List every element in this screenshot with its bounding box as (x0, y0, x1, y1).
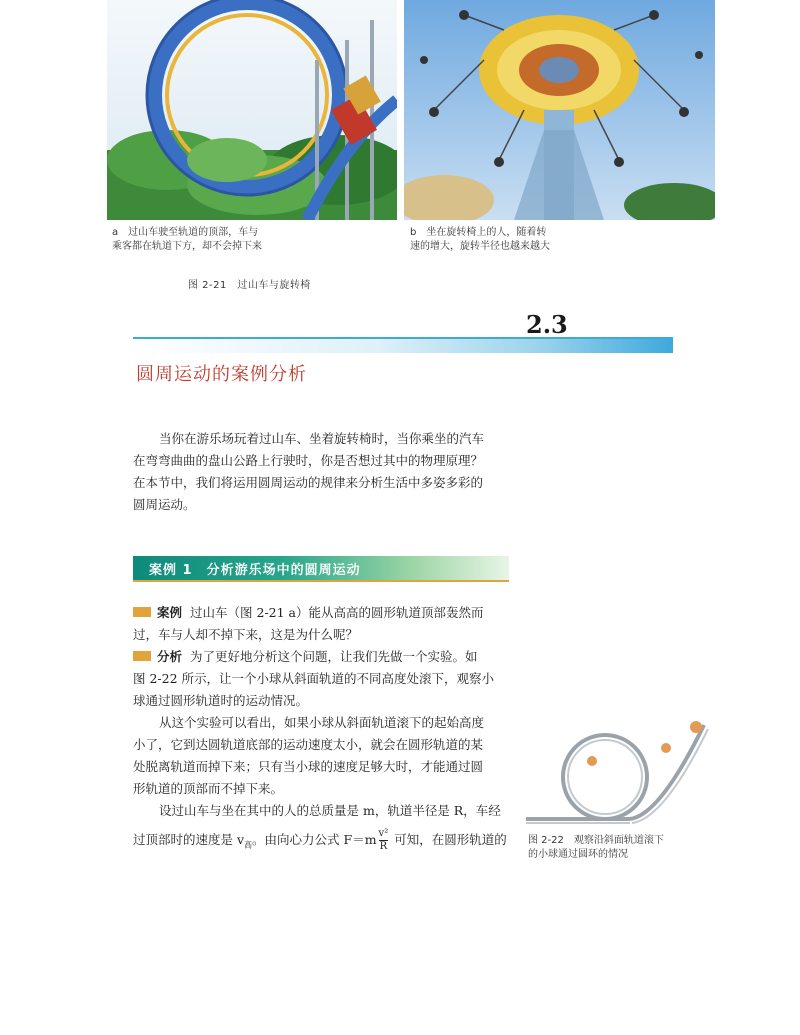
fraction-denominator: R (379, 841, 388, 852)
p3-line3: 处脱离轨道而掉下来；只有当小球的速度足够大时，才能通过圆 (133, 759, 484, 774)
caption-b-line1: b 坐在旋转椅上的人，随着转 (410, 227, 547, 238)
p4-line2a: 过顶部时的速度是 v (133, 832, 245, 847)
case-label: 案例 (157, 605, 183, 620)
analysis-line1: 为了更好地分析这个问题，让我们先做一个实验。如 (190, 649, 478, 664)
loop-track-figure (520, 715, 710, 830)
section-header-rule (133, 337, 673, 339)
section-number: 2.3 (526, 310, 568, 339)
fig222-caption-line1: 图 2-22 观察沿斜面轨道滚下 (528, 835, 664, 846)
figure-caption-a (112, 226, 262, 254)
figure-title: 图 2-21 过山车与旋转椅 (188, 280, 311, 291)
section-header-bar (133, 337, 673, 353)
swing-ride-photo (404, 0, 715, 220)
velocity-subscript: 高 (244, 840, 253, 850)
intro-line4: 圆周运动。 (133, 497, 196, 512)
analysis-line2: 图 2-22 所示，让一个小球从斜面轨道的不同高度处滚下，观察小 (133, 671, 495, 686)
figure-2-22-caption (528, 834, 688, 862)
p3-line2: 小了，它到达圆轨道底部的运动速度太小，就会在圆形轨道的某 (133, 737, 484, 752)
intro-line3: 在本节中，我们将运用圆周运动的规律来分析生活中多姿多彩的 (133, 475, 484, 490)
p4-line1: 设过山车与坐在其中的人的总质量是 m，轨道半径是 R，车经 (159, 803, 501, 818)
fig222-caption-line2: 的小球通过圆环的情况 (528, 849, 628, 860)
analysis-label: 分析 (157, 649, 183, 664)
caption-a-line1: a 过山车驶至轨道的顶部，车与 (112, 227, 259, 238)
p3-line4: 形轨道的顶部而不掉下来。 (133, 781, 284, 796)
caption-a-line2: 乘客都在轨道下方，却不会掉下来 (112, 241, 262, 252)
case-body (133, 602, 509, 857)
analysis-tag-marker (133, 651, 151, 661)
formula-fraction (379, 828, 389, 853)
case-banner-title: 案例 1 分析游乐场中的圆周运动 (149, 563, 361, 578)
case-line2: 过，车与人却不掉下来，这是为什么呢？ (133, 627, 359, 642)
case-tag-marker (133, 607, 151, 617)
caption-b-line2: 速的增大，旋转半径也越来越大 (410, 241, 550, 252)
intro-paragraph (133, 428, 509, 516)
analysis-line3: 球通过圆形轨道时的运动情况。 (133, 693, 309, 708)
fraction-numerator: v² (378, 828, 389, 839)
intro-line1: 当你在游乐场玩着过山车、坐着旋转椅时，当你乘坐的汽车 (159, 431, 485, 446)
p4-line2c: 可知，在圆形轨道的 (390, 832, 507, 847)
section-title: 圆周运动的案例分析 (136, 364, 307, 385)
case-line1: 过山车（图 2-21 a）能从高高的圆形轨道顶部轰然而 (190, 605, 484, 620)
p3-line1: 从这个实验可以看出，如果小球从斜面轨道滚下的起始高度 (159, 715, 485, 730)
case-banner (133, 556, 509, 582)
roller-coaster-photo (107, 0, 397, 220)
figure-caption-b (410, 226, 550, 254)
intro-line2: 在弯弯曲曲的盘山公路上行驶时，你是否想过其中的物理原理？ (133, 453, 484, 468)
p4-line2b: 。由向心力公式 F＝m (252, 832, 377, 847)
